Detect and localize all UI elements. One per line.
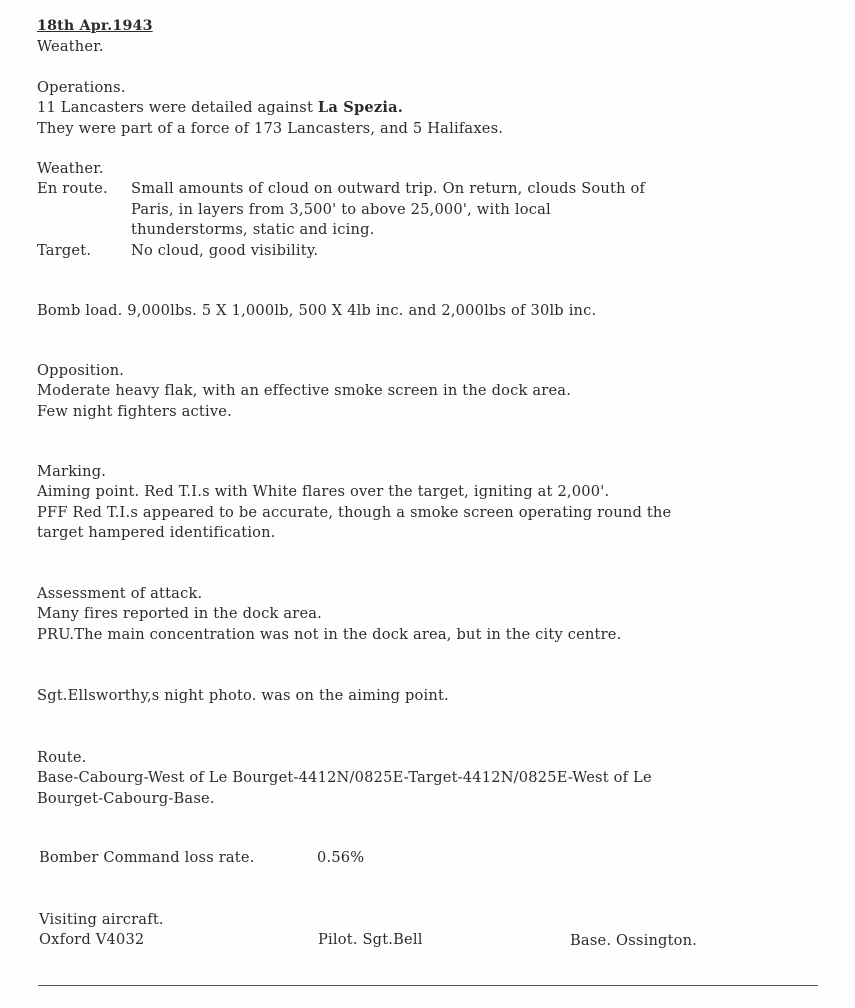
photo-note: Sgt.Ellsworthy,s night photo. was on the aiming point. [37,687,449,704]
target-weather-text: No cloud, good visibility. [131,242,319,259]
route-heading: Route. [37,749,87,766]
assessment-line-1: Many fires reported in the dock area. [37,605,323,622]
weather-section-heading: Weather. [37,160,104,177]
visiting-heading: Visiting aircraft. [39,911,164,928]
operations-line-1 [37,98,403,118]
operations-heading: Operations. [37,79,126,96]
loss-rate-label: Bomber Command loss rate. [39,849,255,866]
assessment-line-2: PRU.The main concentration was not in the dock area, but in the city centre. [37,626,622,643]
opposition-line-2: Few night fighters active. [37,403,232,420]
route-line-1: Base-Cabourg-West of Le Bourget-4412N/0825E-Target-4412N/0825E-West of Le [37,769,652,786]
en-route-label: En route. [37,180,108,197]
visiting-base: Base. Ossington. [570,932,698,949]
operations-line-1-prefix: 11 Lancasters were detailed against [37,99,318,116]
marking-line-1: Aiming point. Red T.I.s with White flares over the target, igniting at 2,000'. [37,483,610,500]
bottom-divider [38,985,818,986]
marking-heading: Marking. [37,463,107,480]
opposition-heading: Opposition. [37,362,125,379]
target-weather-label: Target. [37,242,92,259]
en-route-line-2: Paris, in layers from 3,500' to above 25,000', with local [131,201,551,218]
loss-rate-value: 0.56% [317,849,365,866]
en-route-line-3: thunderstorms, static and icing. [131,221,375,238]
entry-date: 18th Apr.1943 [37,18,153,34]
bomb-load: Bomb load. 9,000lbs. 5 X 1,000lb, 500 X 4lb inc. and 2,000lbs of 30lb inc. [37,302,597,319]
operations-line-2: They were part of a force of 173 Lancasters, and 5 Halifaxes. [37,120,504,137]
marking-line-3: target hampered identification. [37,524,276,541]
en-route-line-1: Small amounts of cloud on outward trip. On return, clouds South of [131,180,646,197]
assessment-heading: Assessment of attack. [37,585,203,602]
weather-heading: Weather. [37,38,104,55]
target-name: La Spezia. [317,99,404,116]
route-line-2: Bourget-Cabourg-Base. [37,790,215,807]
visiting-aircraft: Oxford V4032 [39,931,145,948]
opposition-line-1: Moderate heavy flak, with an effective smoke screen in the dock area. [37,382,572,399]
visiting-pilot: Pilot. Sgt.Bell [318,931,423,948]
marking-line-2: PFF Red T.I.s appeared to be accurate, though a smoke screen operating round the [37,504,672,521]
